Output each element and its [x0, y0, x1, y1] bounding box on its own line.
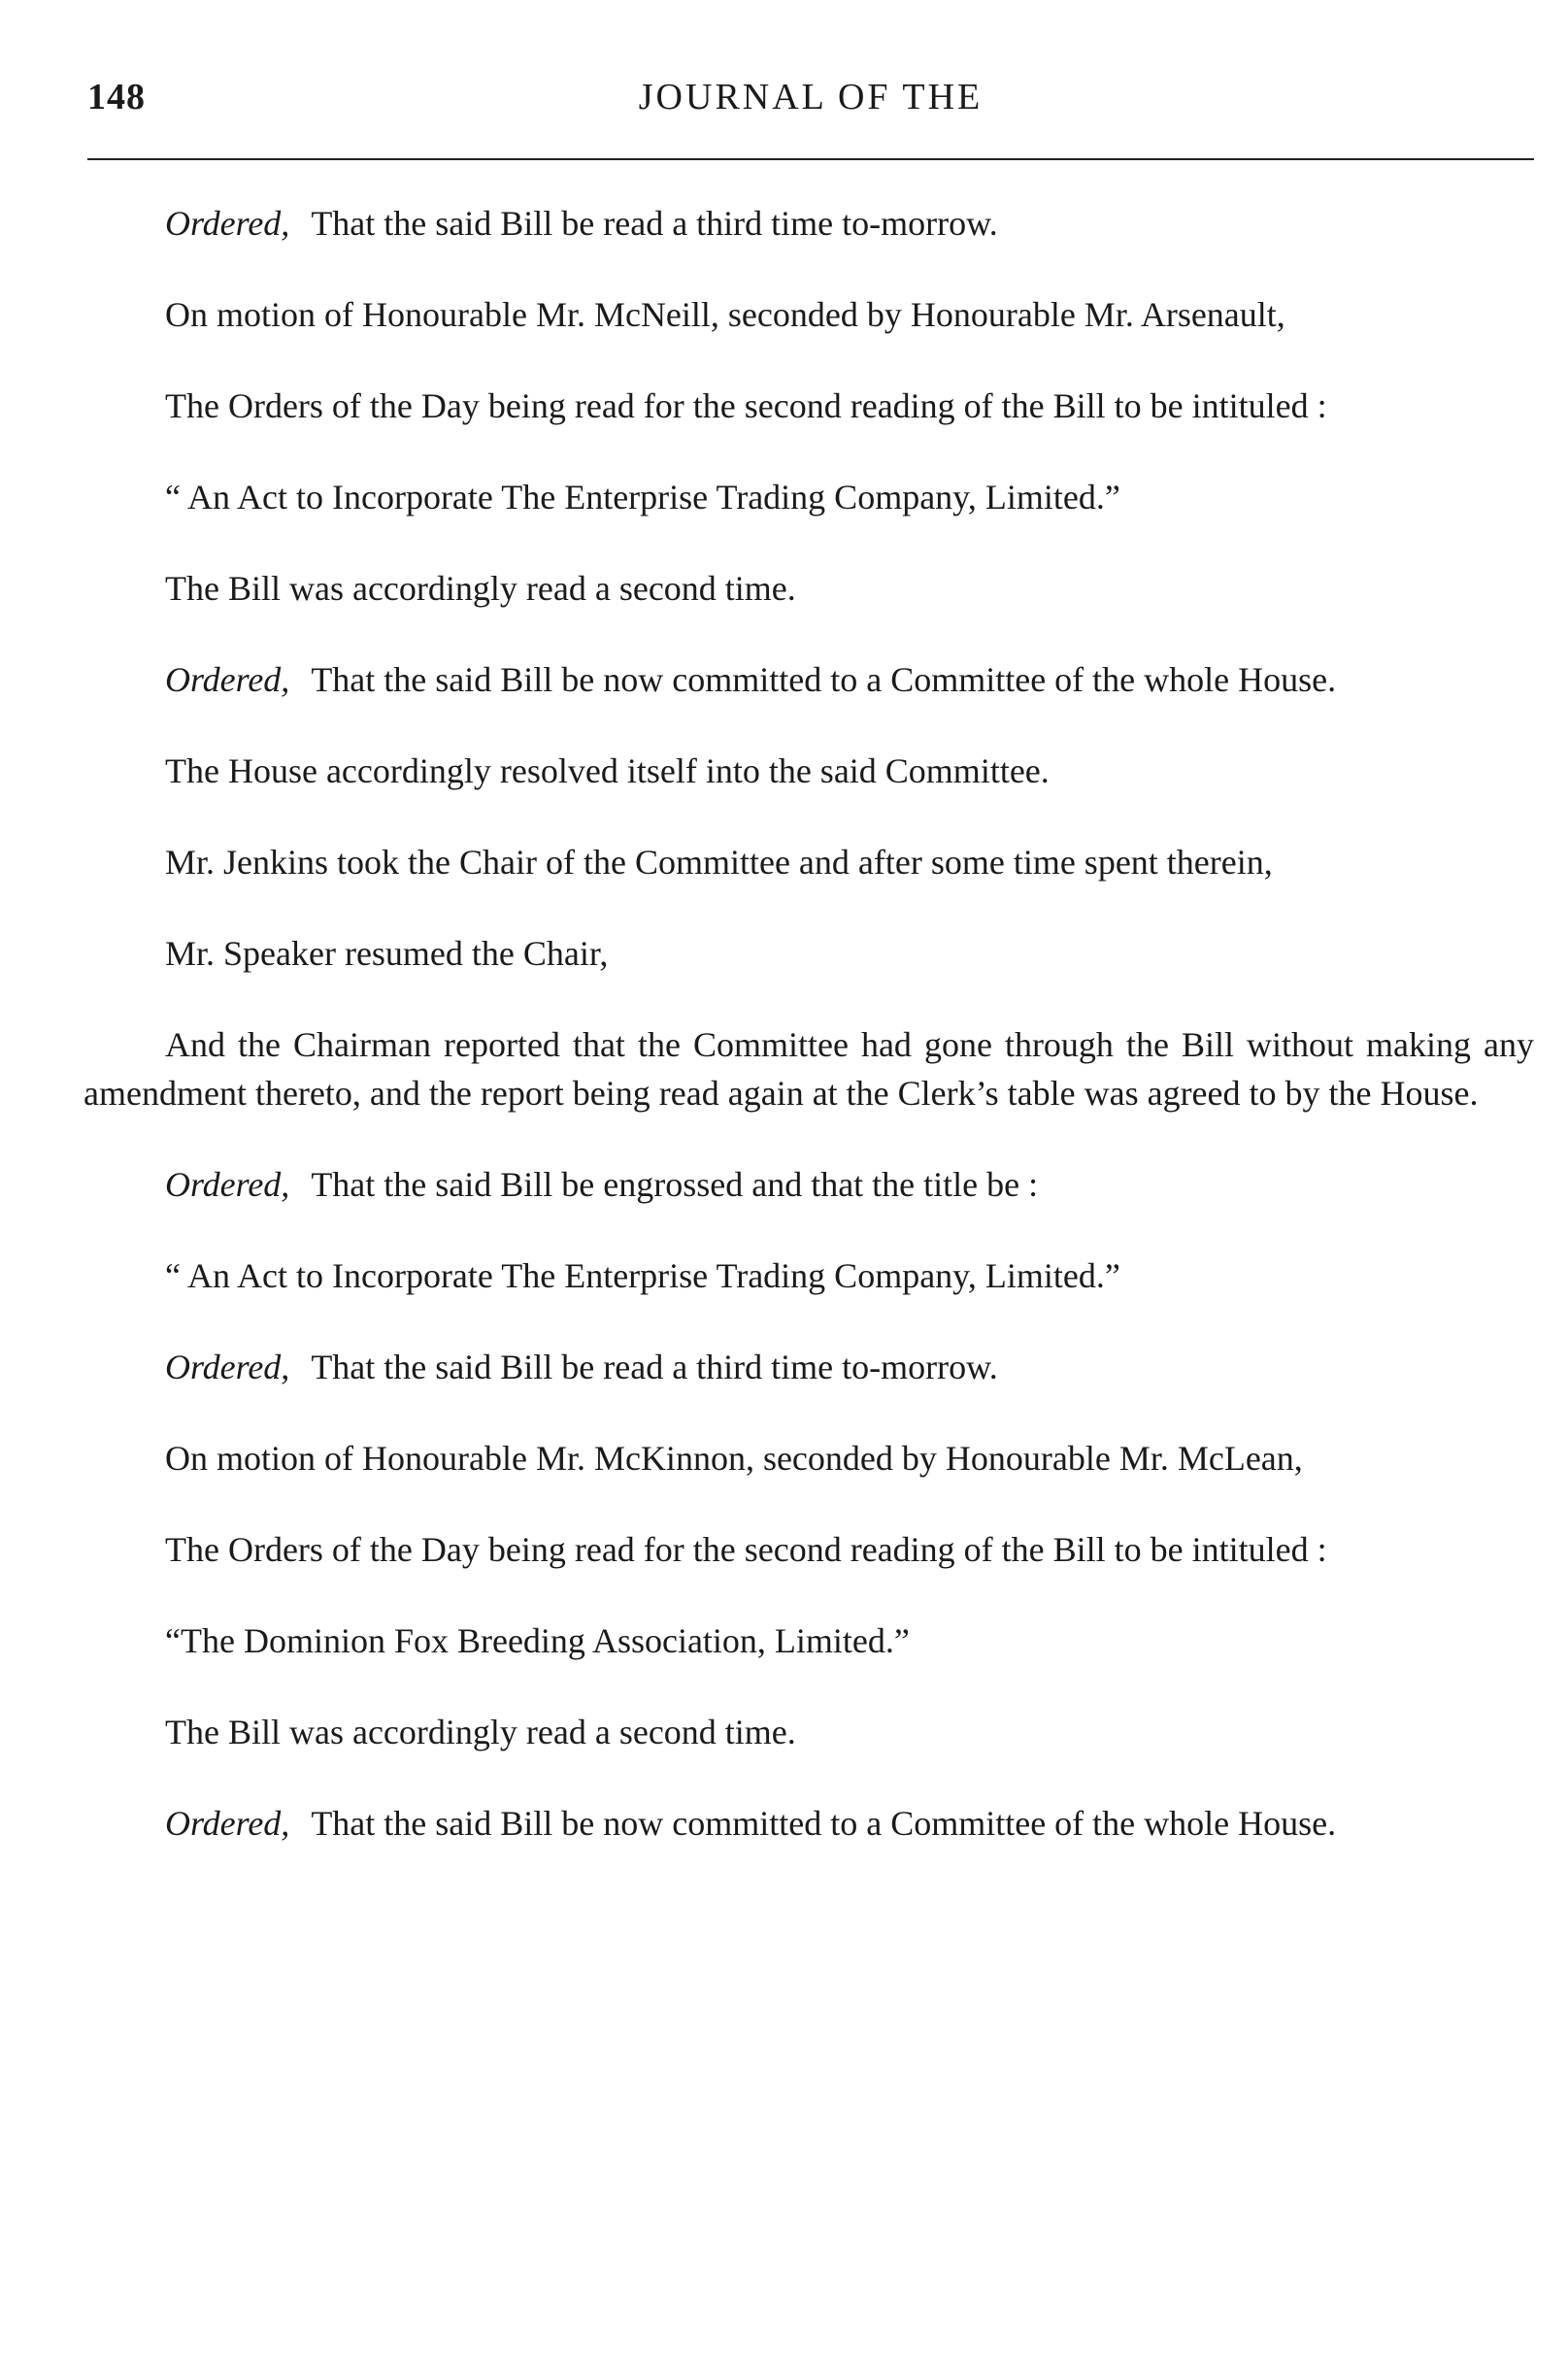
- paragraph-orders-of-day-1: [83, 382, 1534, 430]
- paragraph-chairman-reported: [83, 1020, 1534, 1117]
- paragraph-jenkins-chair: [83, 838, 1534, 886]
- paragraph-text: On motion of Honourable Mr. McKinnon, seconded by Honourable Mr. McLean,: [165, 1439, 1303, 1478]
- paragraph-text: And the Chairman reported that the Committee had gone through the Bill without making any amendment thereto, and the report being read again at the Clerk’s table was agreed to by the House.: [83, 1025, 1534, 1113]
- paragraph-ordered-committee-1: [83, 655, 1534, 704]
- paragraph-text: That the said Bill be now committed to a Committee of the whole House.: [311, 1804, 1337, 1843]
- paragraph-text: Mr. Jenkins took the Chair of the Committee and after some time spent therein,: [165, 843, 1273, 882]
- paragraph-bill-title-fox-breeding: [83, 1616, 1534, 1665]
- paragraph-bill-title-enterprise-2: [83, 1251, 1534, 1300]
- paragraph-speaker-resumed: [83, 929, 1534, 978]
- paragraph-text: That the said Bill be read a third time to-morrow.: [311, 1348, 998, 1386]
- running-head: [87, 76, 1534, 134]
- paragraph-text: Mr. Speaker resumed the Chair,: [165, 934, 609, 973]
- ordered-label: Ordered,: [165, 1804, 290, 1843]
- ordered-label: Ordered,: [165, 204, 290, 243]
- paragraph-ordered-committee-2: [83, 1799, 1534, 1848]
- paragraph-motion-mcneill: [83, 290, 1534, 339]
- paragraph-text: The House accordingly resolved itself into the said Committee.: [165, 751, 1050, 790]
- paragraph-text: On motion of Honourable Mr. McNeill, seconded by Honourable Mr. Arsenault,: [165, 295, 1285, 334]
- paragraph-text: “ An Act to Incorporate The Enterprise Trading Company, Limited.”: [165, 478, 1120, 517]
- ordered-label: Ordered,: [165, 1348, 290, 1386]
- paragraph-second-reading-1: [83, 564, 1534, 613]
- paragraph-motion-mckinnon: [83, 1434, 1534, 1483]
- paragraph-text: That the said Bill be engrossed and that the title be :: [311, 1165, 1039, 1204]
- ordered-label: Ordered,: [165, 660, 290, 699]
- paragraph-text: That the said Bill be now committed to a Committee of the whole House.: [311, 660, 1337, 699]
- paragraph-house-resolved: [83, 747, 1534, 795]
- paragraph-text: “The Dominion Fox Breeding Association, Limited.”: [165, 1621, 910, 1660]
- paragraph-text: The Bill was accordingly read a second time.: [165, 569, 796, 608]
- paragraph-ordered-engrossed: [83, 1160, 1534, 1209]
- paragraph-second-reading-2: [83, 1708, 1534, 1756]
- paragraph-text: The Orders of the Day being read for the second reading of the Bill to be intituled :: [165, 386, 1327, 425]
- ordered-label: Ordered,: [165, 1165, 290, 1204]
- journal-title: JOURNAL OF THE: [638, 77, 984, 117]
- paragraph-ordered-third-reading-2: [83, 1343, 1534, 1391]
- paragraph-bill-title-enterprise-1: [83, 473, 1534, 521]
- journal-body: [83, 199, 1534, 1890]
- paragraph-orders-of-day-2: [83, 1525, 1534, 1574]
- paragraph-text: The Orders of the Day being read for the second reading of the Bill to be intituled :: [165, 1530, 1327, 1569]
- paragraph-text: The Bill was accordingly read a second time.: [165, 1713, 796, 1751]
- page-number: 148: [87, 77, 146, 117]
- paragraph-ordered-third-reading-1: [83, 199, 1534, 248]
- header-rule: [87, 158, 1534, 160]
- paragraph-text: “ An Act to Incorporate The Enterprise Trading Company, Limited.”: [165, 1256, 1120, 1295]
- paragraph-text: That the said Bill be read a third time to-morrow.: [311, 204, 998, 243]
